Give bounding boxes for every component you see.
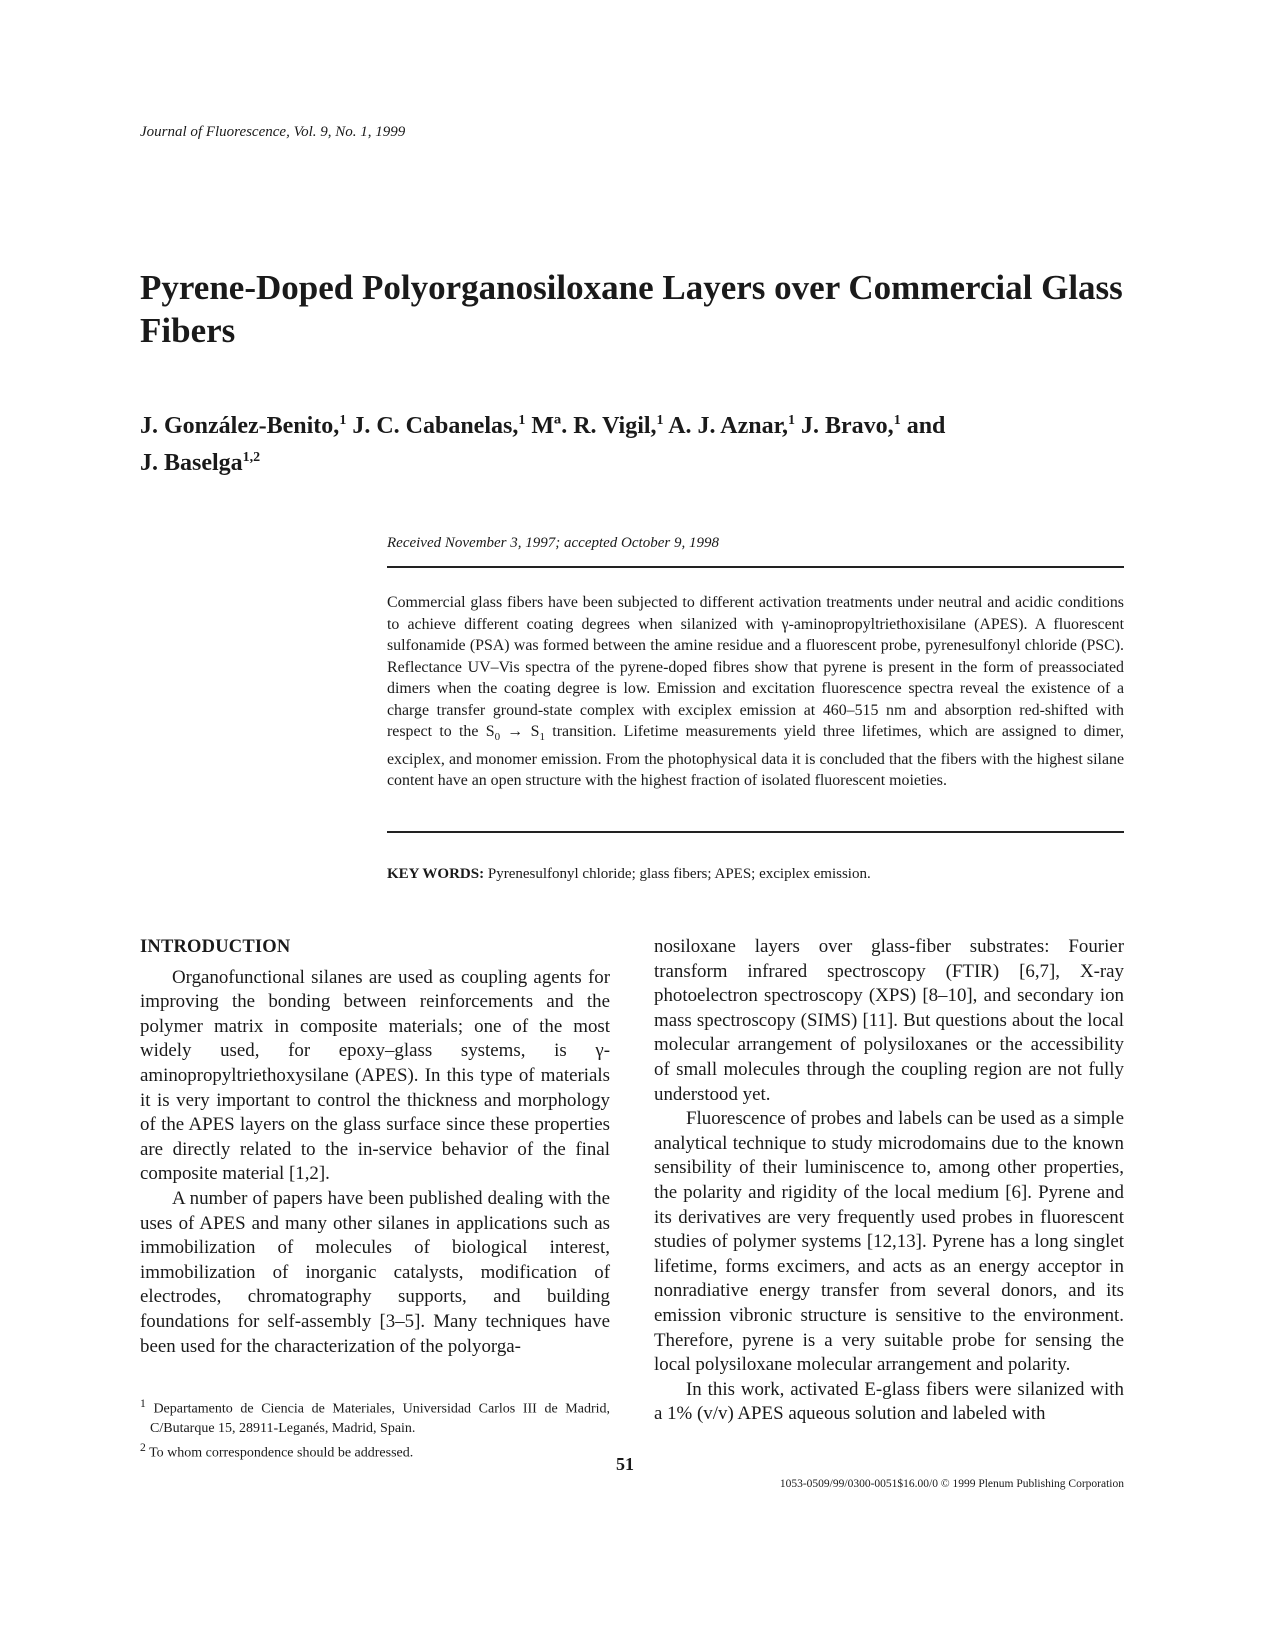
copyright-line: 1053-0509/99/0300-0051$16.00/0 © 1999 Plenum Publishing Corporation (779, 1478, 1124, 1490)
abstract-top-rule (387, 566, 1124, 568)
paragraph: In this work, activated E-glass fibers were silanized with a 1% (v/v) APES aqueous solution and labeled with (654, 1378, 1124, 1425)
affiliation-mark: 1 (893, 413, 901, 428)
abstract-text: → S (500, 723, 540, 740)
keywords-text: Pyrenesulfonyl chloride; glass fibers; APES; exciplex emission. (484, 866, 871, 882)
section-heading: INTRODUCTION (140, 937, 291, 957)
subscript: 0 (494, 731, 501, 744)
footnote-mark: 2 (140, 1440, 146, 1454)
paragraph: nosiloxane layers over glass-fiber substrates: Fourier transform infrared spectroscopy (FTIR) [6,7], X-ray photoelectron spectroscopy (XPS) [8–10], and secondary ion mass spectroscopy (SIMS) [11]. But questions about the local molecular arrangement of polysiloxanes or the accessibility of small molecules through the coupling region are not fully understood yet. (654, 936, 1124, 1105)
abstract-text: transition. Lifetime measurements yield three lifetimes, which are assigned to dimer, exciplex, and monomer emission. From the photophysical data it is concluded that the fibers with the highest silane content have an open structure with the highest fraction of isolated fluorescent moieties. (387, 723, 1124, 790)
left-column (140, 935, 610, 1359)
footnote-text: To whom correspondence should be addressed. (145, 1445, 414, 1461)
author-list (140, 405, 1130, 479)
paragraph: A number of papers have been published dealing with the uses of APES and many other silanes in applications such as immobilization of molecules of biological interest, immobilization of inorganic catalysts, modification of electrodes, chromatography supports, and building foundations for self-assembly [3–5]. Many techniques have been used for the characterization of the polyorga- (140, 1187, 610, 1357)
footnote (140, 1438, 610, 1463)
author-conjunction: and (900, 413, 946, 439)
abstract (387, 592, 1124, 792)
affiliation-mark: 1 (518, 413, 526, 428)
affiliation-mark: 1 (339, 413, 347, 428)
author-name: Mª. R. Vigil, (525, 413, 657, 439)
footnotes (140, 1394, 610, 1462)
right-column (654, 935, 1124, 1427)
footnote-mark: 1 (140, 1397, 146, 1410)
author-name: J. Baselga (140, 450, 243, 476)
footnote-text: Departamento de Ciencia de Materiales, Universidad Carlos III de Madrid, C/Butarque 15, 28911-Leganés, Madrid, Spain. (145, 1401, 610, 1436)
received-dates: Received November 3, 1997; accepted October 9, 1998 (387, 535, 719, 551)
paragraph: Fluorescence of probes and labels can be used as a simple analytical technique to study microdomains due to the known sensibility of their luminiscence to, among other properties, the polarity and rigidity of the local medium [6]. Pyrene and its derivatives are very frequently used probes in fluorescent studies of polymer systems [12,13]. Pyrene has a long singlet lifetime, forms excimers, and acts as an energy acceptor in nonradiative energy transfer from several donors, and its emission vibronic structure is sensitive to the environment. Therefore, pyrene is a very suitable probe for sensing the local polysiloxane molecular arrangement and polarity. (654, 1108, 1124, 1376)
keywords (387, 866, 871, 883)
affiliation-mark: 1 (656, 413, 664, 428)
abstract-bottom-rule (387, 831, 1124, 833)
paragraph: Organofunctional silanes are used as coupling agents for improving the bonding between reinforcements and the polymer matrix in composite materials; one of the most widely used, for epoxy–glass systems, is γ-aminopropyltriethoxysilane (APES). In this type of materials it is very important to control the thickness and morphology of the APES layers on the glass surface since these properties are directly related to the in-service behavior of the final composite material [1,2]. (140, 966, 610, 1185)
author-name: A. J. Aznar, (663, 413, 789, 439)
journal-citation: Journal of Fluorescence, Vol. 9, No. 1, 1999 (140, 124, 406, 140)
author-name: J. C. Cabanelas, (346, 413, 519, 439)
page-number: 51 (616, 1454, 634, 1474)
keywords-label: KEY WORDS: (387, 866, 485, 882)
footnote (140, 1394, 610, 1438)
author-name: J. Bravo, (795, 413, 894, 439)
author-name: J. González-Benito, (140, 413, 340, 439)
abstract-text: Commercial glass fibers have been subjected to different activation treatments under neutral and acidic conditions to achieve different coating degrees when silanized with γ-aminopropyltriethoxisilane (APES). A fluorescent sulfonamide (PSA) was formed between the amine residue and a fluorescent probe, pyrenesulfonyl chloride (PSC). Reflectance UV–Vis spectra of the pyrene-doped fibres show that pyrene is present in the form of preassociated dimers when the coating degree is low. Emission and excitation fluorescence spectra reveal the existence of a charge transfer ground-state complex with exciplex emission at 460–515 nm and absorption red-shifted with respect to the S (387, 594, 1124, 740)
paper-title: Pyrene-Doped Polyorganosiloxane Layers over Commercial Glass Fibers (140, 268, 1123, 350)
affiliation-mark: 1,2 (242, 450, 261, 465)
affiliation-mark: 1 (788, 413, 796, 428)
subscript: 1 (539, 731, 545, 744)
